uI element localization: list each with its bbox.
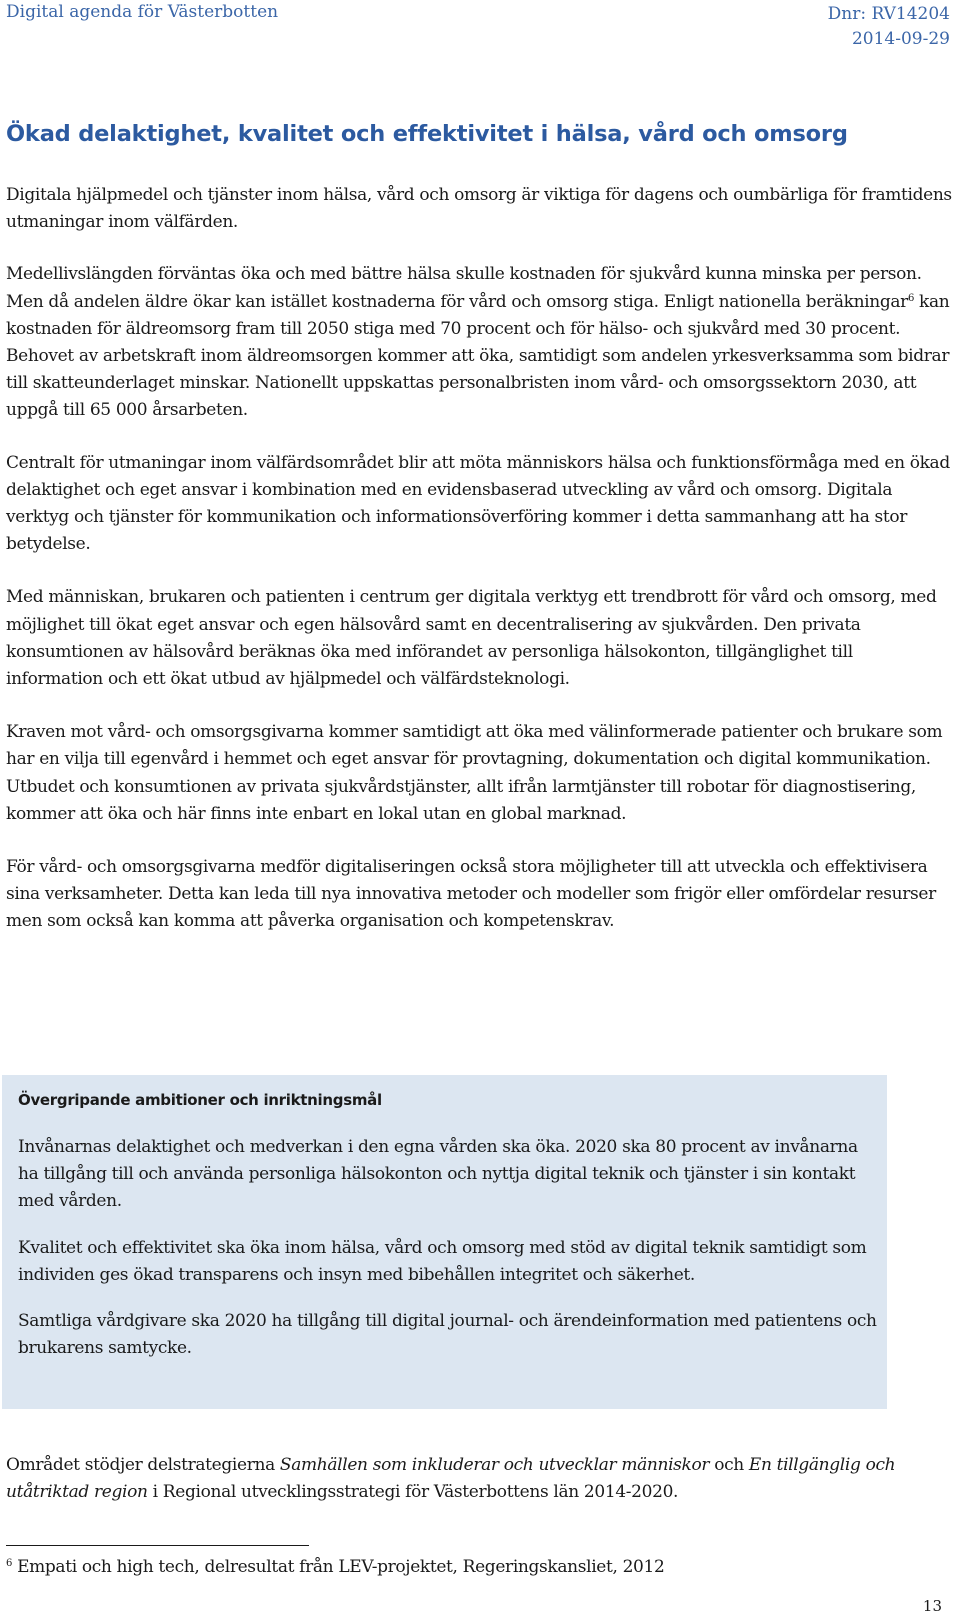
paragraph-challenges: Centralt för utmaningar inom välfärdsområdet blir att möta människors hälsa och funktionsförmåga med en ökad delaktighet och eget ansvar i kombination med en evidensbaserad utveckling av vård och omsorg. Digitala verktyg och tjänster för kommunikation och informationsöverföring kommer i detta sammanhang att ha stor betydelse. (6, 452, 950, 555)
ambition-item: Kvalitet och effektivitet ska öka inom hälsa, vård och omsorg med stöd av digital teknik samtidigt som individen ges ökad transparens och insyn med bibehållen integritet och säkerhet. (18, 1237, 867, 1285)
header-reference (828, 2, 950, 52)
paragraph-strategy-link (6, 1452, 954, 1506)
closing-strategy-2: En tillgänglig och utåtriktad region (6, 1455, 896, 1503)
header-dnr: Dnr: RV14204 (827, 4, 950, 24)
footnote-divider (6, 1545, 309, 1546)
ambition-item: Invånarnas delaktighet och medverkan i den egna vården ska öka. 2020 ska 80 procent av invånarna ha tillgång till och använda personliga hälsokonton och nyttja digital teknik och tjänster i sin kontakt med vården. (18, 1137, 858, 1212)
paragraph-person-centred: Med människan, brukaren och patienten i centrum ger digitala verktyg ett trendbrott för vård och omsorg, med möjlighet till ökat eget ansvar och egen hälsovård samt en decentralisering av sjukvården. Den privata konsumtionen av hälsovård beräknas öka med införandet av personliga hälsokonton, tillgänglighet till information och ett ökat utbud av hjälpmedel och välfärdsteknologi. (6, 587, 937, 690)
paragraph-demands: Kraven mot vård- och omsorgsgivarna kommer samtidigt att öka med välinformerade patienter och brukare som har en vilja till egenvård i hemmet och eget ansvar för provtagning, dokumentation och digital kommunikation. Utbudet och konsumtionen av privata sjukvårdstjänster, allt ifrån larmtjänster till robotar för diagnostisering, kommer att öka och här finns inte enbart en lokal utan en global marknad. (6, 722, 943, 824)
section-body (6, 182, 954, 962)
footnote-reference[interactable]: 6 (907, 292, 914, 304)
ambitions-box (2, 1075, 887, 1409)
closing-strategy-1: Samhällen som inkluderar och utvecklar människor (279, 1455, 710, 1475)
section-title: Ökad delaktighet, kvalitet och effektivitet i hälsa, vård och omsorg (6, 121, 848, 147)
closing-text-b: och (709, 1455, 749, 1475)
header-document-title: Digital agenda för Västerbotten (6, 2, 279, 22)
header-date: 2014-09-29 (851, 29, 950, 49)
footnote (6, 1557, 664, 1577)
footnote-mark: 6 (6, 1558, 13, 1569)
paragraph-intro: Digitala hjälpmedel och tjänster inom hälsa, vård och omsorg är viktiga för dagens och oumbärliga för framtidens utmaningar inom välfärden. (6, 185, 952, 233)
paragraph-costs-part-1: Medellivslängden förväntas öka och med bättre hälsa skulle kostnaden för sjukvård kunna minska per person. Men då andelen äldre ökar kan istället kostnaderna för vård och omsorg stiga. Enligt nationella beräkningar (6, 264, 922, 312)
paragraph-opportunities: För vård- och omsorgsgivarna medför digitaliseringen också stora möjligheter till att utveckla och effektivisera sina verksamheter. Detta kan leda till nya innovativa metoder och modeller som frigör eller omfördelar resurser men som också kan komma att påverka organisation och kompetenskrav. (6, 857, 936, 932)
closing-text-c: i Regional utvecklingsstrategi för Västerbottens län 2014-2020. (147, 1482, 679, 1503)
paragraph-costs (6, 261, 954, 424)
ambitions-box-title: Övergripande ambitioner och inriktningsmål (18, 1091, 382, 1109)
page-number: 13 (922, 1597, 942, 1615)
ambitions-list (18, 1134, 878, 1381)
page-header (0, 0, 960, 50)
footnote-text: Empati och high tech, delresultat från LEV-projektet, Regeringskansliet, 2012 (12, 1557, 665, 1577)
ambition-item: Samtliga vårdgivare ska 2020 ha tillgång till digital journal- och ärendeinformation med patientens och brukarens samtycke. (18, 1311, 877, 1359)
paragraph-costs-part-2: kan kostnaden för äldreomsorg fram till 2050 stiga med 70 procent och för hälso- och sjukvård med 30 procent. Behovet av arbetskraft inom äldreomsorgen kommer att öka, samtidigt som andelen yrkesverksamma som bidrar till skatteunderlaget minskar. Nationellt uppskattas personalbristen inom vård- och omsorgssektorn 2030, att uppgå till 65 000 årsarbeten. (6, 291, 950, 421)
closing-text-a: Området stödjer delstrategierna (6, 1455, 280, 1475)
